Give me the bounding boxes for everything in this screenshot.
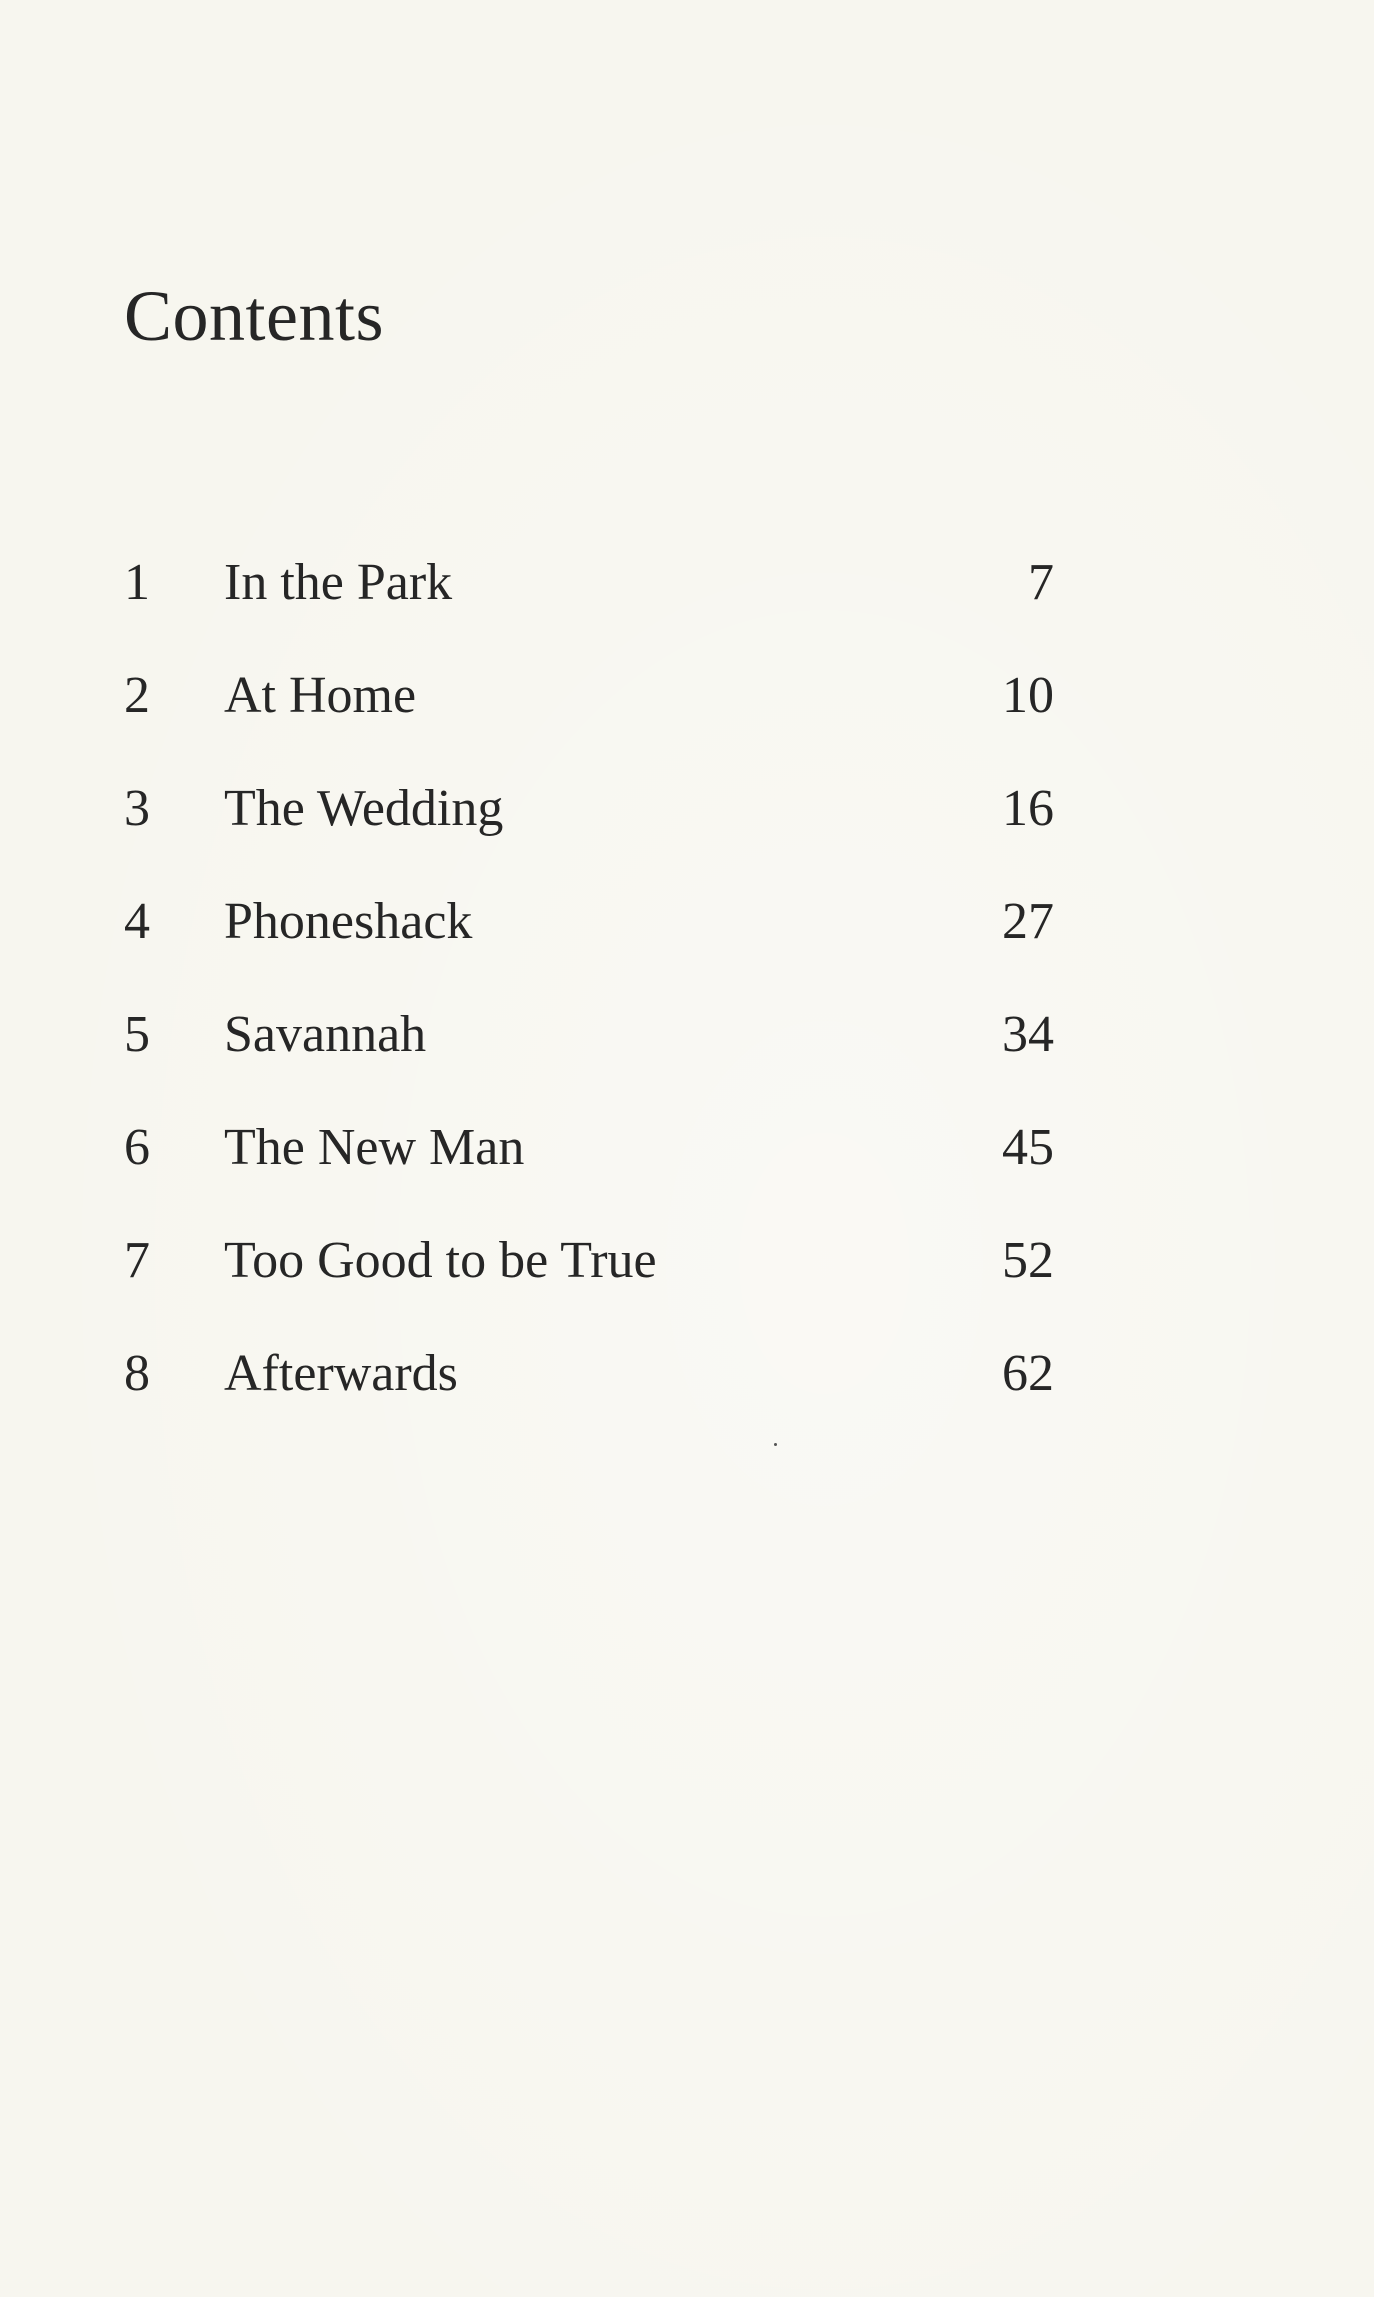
- chapter-number: 2: [124, 667, 150, 724]
- chapter-page-number: 7: [1028, 554, 1054, 611]
- chapter-title: Afterwards: [224, 1345, 458, 1402]
- chapter-title: At Home: [224, 667, 417, 724]
- toc-entry: [124, 1228, 1054, 1341]
- toc-entry: [124, 663, 1054, 776]
- chapter-number: 6: [124, 1119, 150, 1176]
- chapter-number: 5: [124, 1006, 150, 1063]
- toc-entry: [124, 1341, 1054, 1454]
- paper-speck: [774, 1443, 777, 1446]
- chapter-title: The Wedding: [224, 780, 504, 837]
- page-title: Contents: [124, 276, 385, 356]
- chapter-title: Too Good to be True: [224, 1232, 657, 1289]
- chapter-page-number: 45: [1002, 1119, 1054, 1176]
- chapter-title: Phoneshack: [224, 893, 473, 950]
- chapter-number: 7: [124, 1232, 150, 1289]
- chapter-number: 1: [124, 554, 150, 611]
- chapter-number: 3: [124, 780, 150, 837]
- table-of-contents: [124, 550, 1054, 1454]
- chapter-number: 8: [124, 1345, 150, 1402]
- toc-entry: [124, 889, 1054, 1002]
- chapter-number: 4: [124, 893, 150, 950]
- chapter-page-number: 16: [1002, 780, 1054, 837]
- chapter-title: In the Park: [224, 554, 453, 611]
- chapter-title: Savannah: [224, 1006, 427, 1063]
- chapter-title: The New Man: [224, 1119, 525, 1176]
- chapter-page-number: 52: [1002, 1232, 1054, 1289]
- chapter-page-number: 27: [1002, 893, 1054, 950]
- toc-entry: [124, 550, 1054, 663]
- chapter-page-number: 34: [1002, 1006, 1054, 1063]
- toc-entry: [124, 776, 1054, 889]
- toc-entry: [124, 1115, 1054, 1228]
- chapter-page-number: 62: [1002, 1345, 1054, 1402]
- toc-entry: [124, 1002, 1054, 1115]
- chapter-page-number: 10: [1002, 667, 1054, 724]
